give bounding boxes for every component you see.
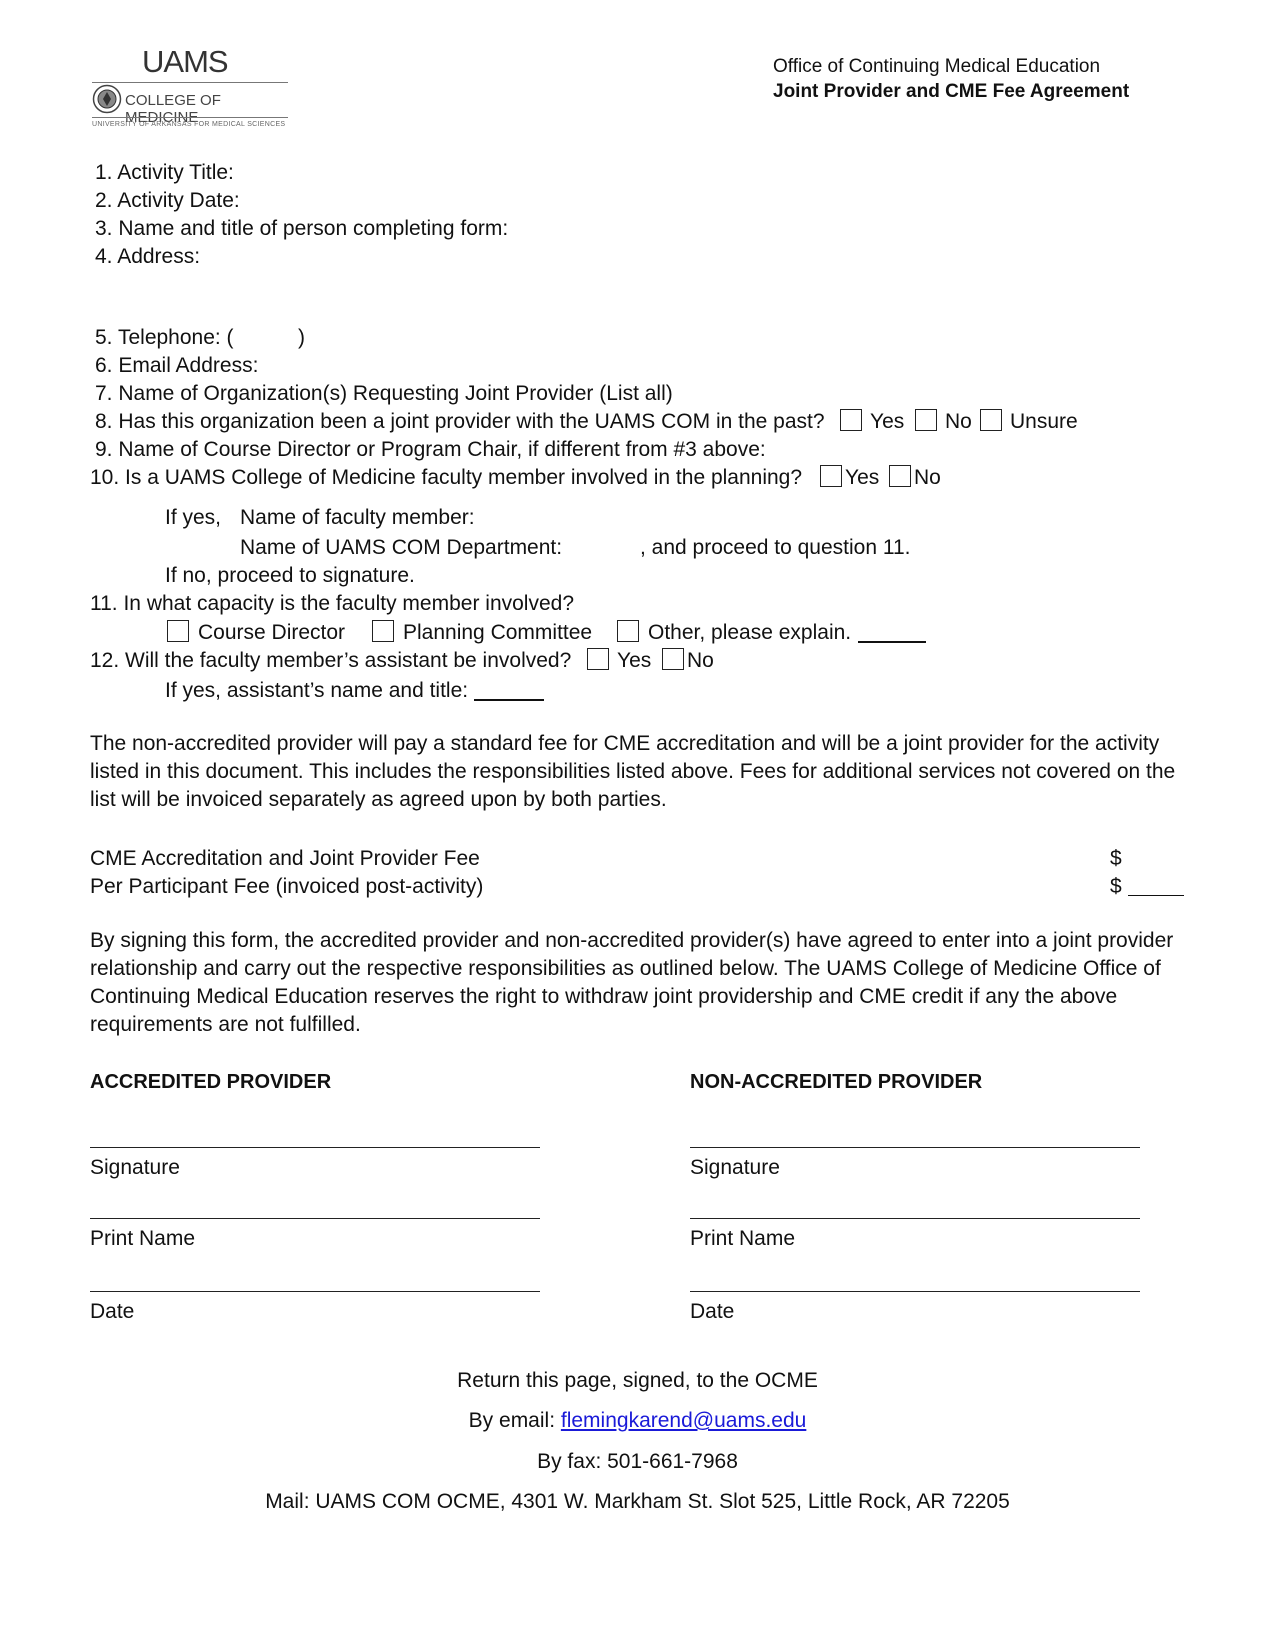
other-option-label: Other, please explain.: [648, 621, 852, 644]
cme-fee-label: CME Accreditation and Joint Provider Fee: [90, 847, 480, 870]
telephone-label: 5. Telephone: (: [95, 326, 234, 349]
capacity-question: 11. In what capacity is the faculty member involved?: [90, 592, 575, 615]
activity-date-label: 2. Activity Date:: [95, 189, 240, 212]
faculty-no-label: No: [914, 466, 941, 489]
assistant-yes-checkbox[interactable]: [587, 648, 609, 670]
mail-line: Mail: UAMS COM OCME, 4301 W. Markham St. Slot 525, Little Rock, AR 72205: [265, 1490, 1010, 1513]
other-explain-blank[interactable]: [858, 641, 926, 643]
non-accredited-provider-heading: NON-ACCREDITED PROVIDER: [690, 1071, 983, 1093]
course-director-option-label: Course Director: [198, 621, 346, 644]
past-unsure-label: Unsure: [1010, 410, 1078, 433]
if-no-label: If no, proceed to signature.: [165, 564, 415, 587]
faculty-involved-question: 10. Is a UAMS College of Medicine faculty member involved in the planning?: [90, 466, 803, 489]
other-checkbox[interactable]: [617, 620, 639, 642]
non-accredited-print-name-label: Print Name: [690, 1227, 796, 1250]
past-yes-checkbox[interactable]: [840, 409, 862, 431]
faculty-no-checkbox[interactable]: [889, 465, 911, 487]
assistant-no-checkbox[interactable]: [662, 648, 684, 670]
activity-title-label: 1. Activity Title:: [95, 161, 234, 184]
non-accredited-date-label: Date: [690, 1300, 735, 1323]
accredited-signature-label: Signature: [90, 1156, 180, 1179]
email-prefix: By email:: [468, 1409, 561, 1432]
assistant-question: 12. Will the faculty member’s assistant be involved?: [90, 649, 572, 672]
assistant-yes-label: Yes: [617, 649, 652, 672]
non-accredited-signature-line[interactable]: [690, 1147, 1140, 1148]
faculty-name-label: Name of faculty member:: [240, 506, 475, 529]
planning-committee-checkbox[interactable]: [372, 620, 394, 642]
seal-icon: [92, 84, 122, 114]
participant-fee-label: Per Participant Fee (invoiced post-activity): [90, 875, 484, 898]
participant-fee-dollar: $: [1110, 875, 1122, 898]
past-yes-label: Yes: [870, 410, 905, 433]
assistant-no-label: No: [687, 649, 714, 672]
course-director-checkbox[interactable]: [167, 620, 189, 642]
faculty-yes-label: Yes: [845, 466, 880, 489]
address-label: 4. Address:: [95, 245, 201, 268]
accredited-date-label: Date: [90, 1300, 135, 1323]
non-accredited-signature-label: Signature: [690, 1156, 780, 1179]
assistant-name-label: If yes, assistant’s name and title:: [165, 679, 469, 702]
if-yes-label: If yes,: [165, 506, 222, 529]
participant-fee-blank[interactable]: [1128, 895, 1184, 896]
proceed-question-11: , and proceed to question 11.: [640, 536, 911, 559]
logo-divider-2: [92, 117, 288, 118]
faculty-yes-checkbox[interactable]: [820, 465, 842, 487]
telephone-paren-close: ): [298, 326, 305, 349]
course-director-label: 9. Name of Course Director or Program Chair, if different from #3 above:: [95, 438, 766, 461]
fax-line: By fax: 501-661-7968: [537, 1450, 738, 1473]
email-link[interactable]: flemingkarend@uams.edu: [560, 1409, 807, 1432]
past-unsure-checkbox[interactable]: [980, 409, 1002, 431]
name-title-label: 3. Name and title of person completing form:: [95, 217, 509, 240]
logo-divider: [92, 82, 288, 83]
accredited-print-name-label: Print Name: [90, 1227, 196, 1250]
organizations-label: 7. Name of Organization(s) Requesting Joint Provider (List all): [95, 382, 673, 405]
non-accredited-print-name-line[interactable]: [690, 1218, 1140, 1219]
logo-wordmark: UAMS: [142, 44, 228, 79]
return-instructions: Return this page, signed, to the OCME: [457, 1369, 818, 1392]
cme-fee-dollar: $: [1110, 847, 1122, 870]
logo-university-name: UNIVERSITY OF ARKANSAS FOR MEDICAL SCIENCES: [92, 121, 286, 128]
non-accredited-date-line[interactable]: [690, 1291, 1140, 1292]
agreement-paragraph: By signing this form, the accredited provider and non-accredited provider(s) have agreed to enter into a joint provider relationship and carry out the respective responsibilities as outlined below. The UAMS College of Medicine Office of Continuing Medical Education reserves the right to withdraw joint providership and CME credit if any the above requirements are not fulfilled.: [90, 929, 1174, 1036]
past-no-checkbox[interactable]: [915, 409, 937, 431]
email-address-label: 6. Email Address:: [95, 354, 259, 377]
office-name: Office of Continuing Medical Education: [773, 56, 1101, 77]
department-label: Name of UAMS COM Department:: [240, 536, 563, 559]
email-line: [0, 1410, 1275, 1431]
past-joint-provider-question: 8. Has this organization been a joint provider with the UAMS COM in the past?: [95, 410, 825, 433]
document-title: Joint Provider and CME Fee Agreement: [773, 81, 1130, 102]
fee-paragraph: The non-accredited provider will pay a standard fee for CME accreditation and will be a joint provider for the activity listed in this document. This includes the responsibilities listed above. Fees for additional services not covered on the list will be invoiced separately as agreed upon by both parties.: [90, 732, 1176, 811]
accredited-date-line[interactable]: [90, 1291, 540, 1292]
accredited-print-name-line[interactable]: [90, 1218, 540, 1219]
accredited-signature-line[interactable]: [90, 1147, 540, 1148]
accredited-provider-heading: ACCREDITED PROVIDER: [90, 1071, 332, 1093]
past-no-label: No: [945, 410, 972, 433]
logo-college-name: COLLEGE OF MEDICINE: [125, 92, 221, 126]
planning-committee-option-label: Planning Committee: [403, 621, 593, 644]
uams-logo: [92, 44, 288, 134]
assistant-name-blank[interactable]: [474, 699, 544, 701]
